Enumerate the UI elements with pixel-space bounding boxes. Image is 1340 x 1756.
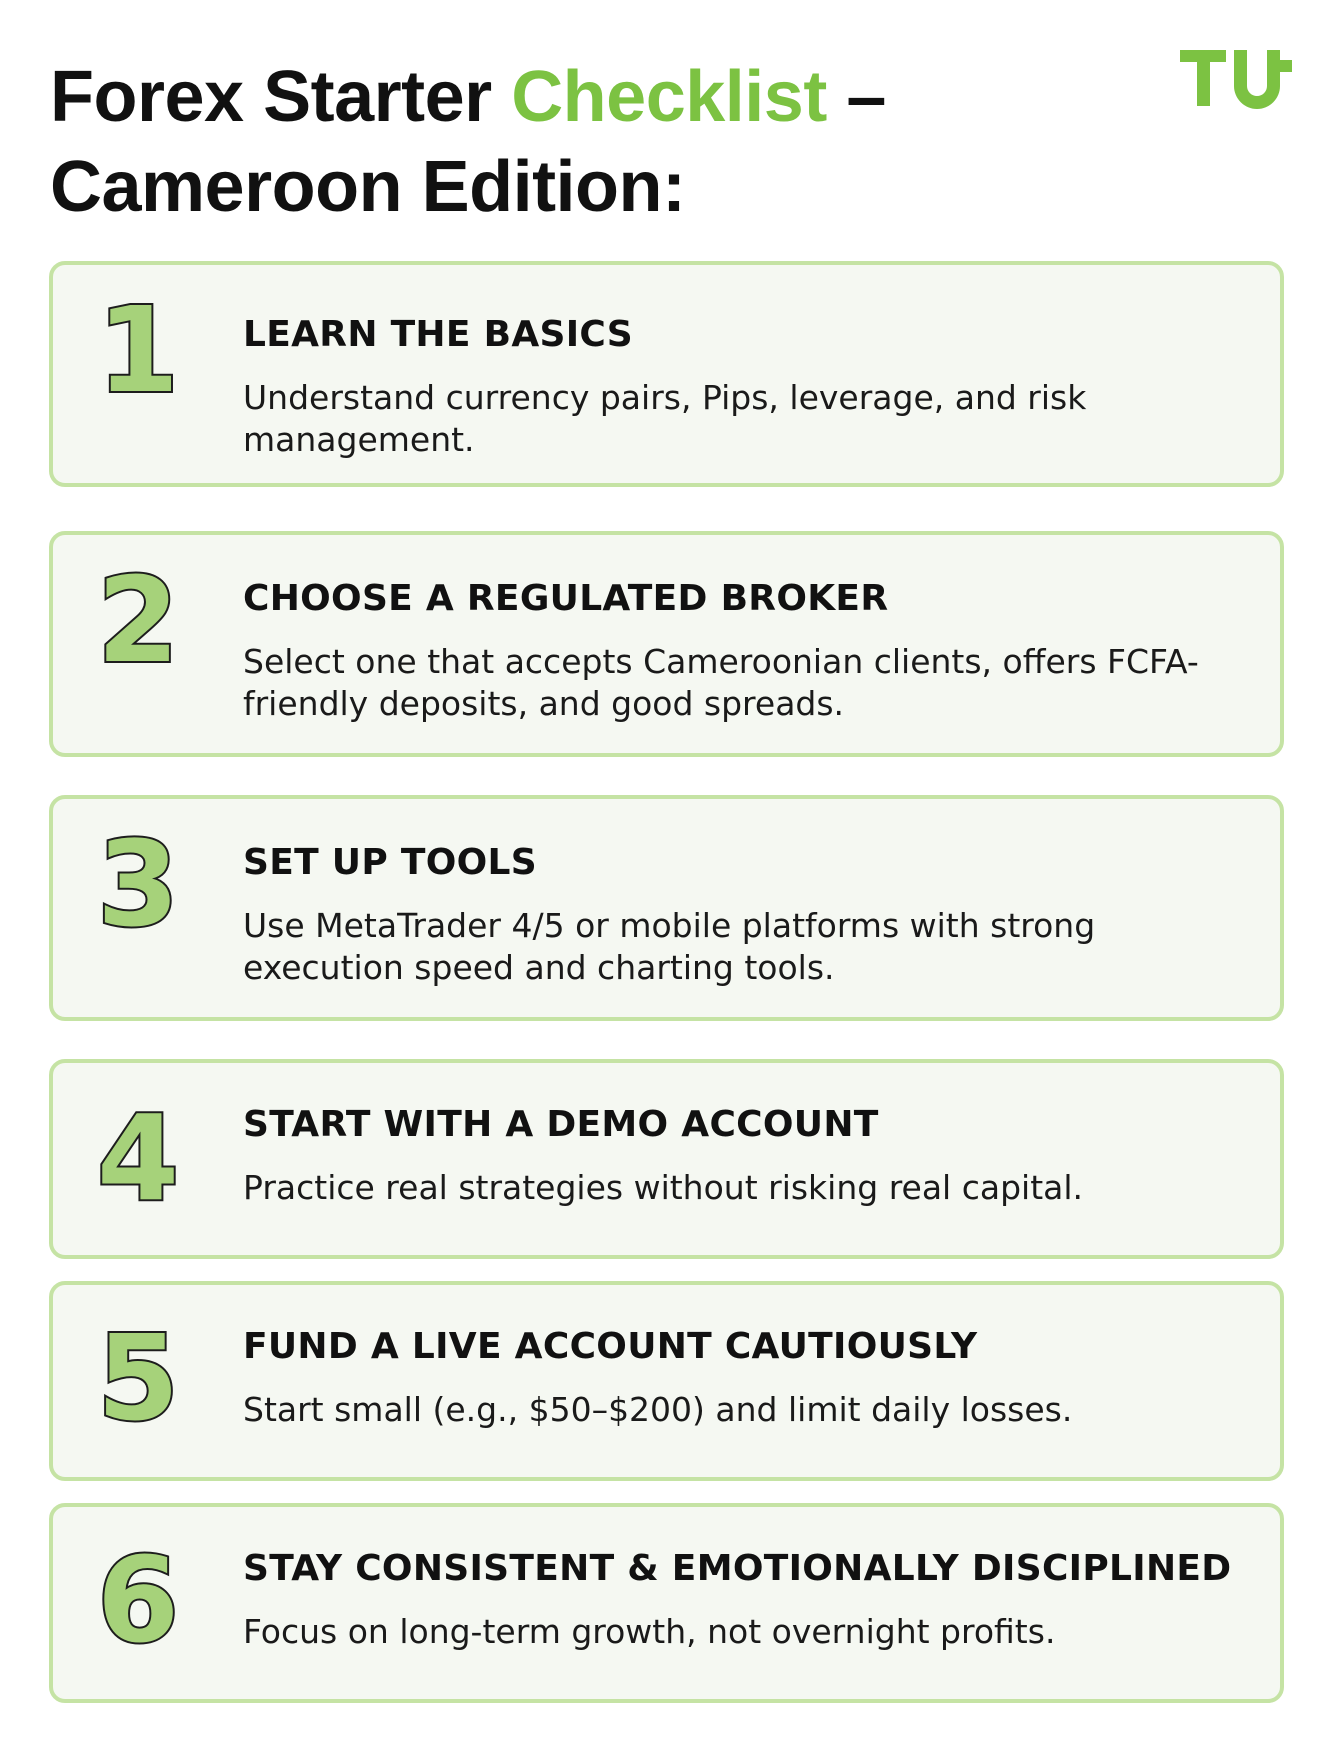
checklist-item-2 — [49, 531, 1284, 757]
checklist-item-4 — [49, 1059, 1284, 1259]
step-heading: SET UP TOOLS — [243, 842, 537, 883]
checklist-item-1 — [49, 261, 1284, 487]
step-number: 3 — [97, 815, 180, 953]
page-title — [50, 52, 1050, 232]
title-line2: Cameroon Edition: — [50, 147, 686, 227]
step-description: Use MetaTrader 4/5 or mobile platforms with strong execution speed and charting tools. — [243, 906, 1096, 987]
step-number: 2 — [97, 551, 180, 689]
step-heading: STAY CONSISTENT & EMOTIONALLY DISCIPLINED — [243, 1548, 1232, 1589]
step-description: Practice real strategies without risking real capital. — [243, 1168, 1084, 1207]
step-description: Understand currency pairs, Pips, leverage, and risk management. — [243, 378, 1087, 459]
title-accent: Checklist — [511, 57, 827, 137]
step-heading: FUND A LIVE ACCOUNT CAUTIOUSLY — [243, 1326, 978, 1367]
step-heading: CHOOSE A REGULATED BROKER — [243, 578, 889, 619]
title-part1: Forex Starter — [50, 57, 512, 137]
step-heading: LEARN THE BASICS — [243, 314, 634, 355]
checklist-item-5 — [49, 1281, 1284, 1481]
step-number: 1 — [97, 281, 180, 419]
title-part2: – — [826, 57, 886, 137]
tu-logo — [1180, 50, 1292, 110]
step-description: Select one that accepts Cameroonian clients, offers FCFA-friendly deposits, and good spreads. — [243, 642, 1199, 723]
step-heading: START WITH A DEMO ACCOUNT — [243, 1104, 879, 1145]
checklist-item-6 — [49, 1503, 1284, 1703]
step-number: 4 — [97, 1089, 180, 1227]
checklist-item-3 — [49, 795, 1284, 1021]
step-number: 6 — [97, 1531, 180, 1669]
step-number: 5 — [97, 1309, 180, 1447]
step-description: Focus on long-term growth, not overnight profits. — [243, 1612, 1056, 1651]
step-description: Start small (e.g., $50–$200) and limit daily losses. — [243, 1390, 1073, 1429]
